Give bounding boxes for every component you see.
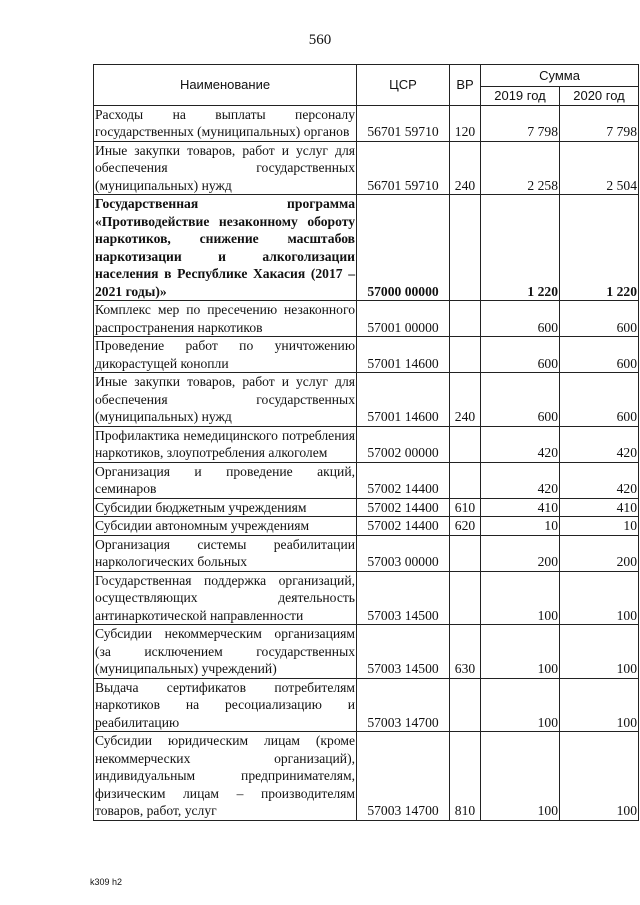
header-csr: ЦСР — [357, 65, 450, 106]
row-name: Субсидии юридическим лицам (кроме некоммерческих организаций), индивидуальным предпринимателям, физическим лицам – производителям товаров, работ, услуг — [95, 733, 355, 818]
row-csr: 57003 00000 — [357, 535, 450, 571]
header-sum: Сумма — [481, 65, 639, 87]
row-value-2019: 410 — [481, 498, 560, 517]
header-name: Наименование — [94, 65, 357, 106]
row-value-2020: 100 — [560, 571, 639, 625]
table-body — [94, 105, 639, 820]
row-value-2019: 10 — [481, 517, 560, 536]
row-vr — [450, 678, 481, 732]
row-name: Выдача сертификатов потребителям наркотиков на ресоциализацию и реабилитацию — [95, 679, 355, 730]
row-vr: 120 — [450, 105, 481, 141]
row-value-2020: 100 — [560, 678, 639, 732]
row-value-2020: 2 504 — [560, 141, 639, 195]
row-value-2020: 100 — [560, 625, 639, 679]
row-value-2019: 200 — [481, 535, 560, 571]
row-value-2020: 100 — [560, 732, 639, 821]
row-csr: 56701 59710 — [357, 141, 450, 195]
row-csr: 57002 14400 — [357, 517, 450, 536]
row-csr: 57000 00000 — [357, 195, 450, 301]
row-csr: 57003 14700 — [357, 678, 450, 732]
row-value-2019: 1 220 — [481, 195, 560, 301]
row-name: Комплекс мер по пресечению незаконного распространения наркотиков — [95, 302, 355, 335]
row-name: Профилактика немедицинского потребления наркотиков, злоупотребления алкоголем — [95, 427, 355, 460]
row-csr: 57001 00000 — [357, 301, 450, 337]
row-value-2019: 7 798 — [481, 105, 560, 141]
row-name: Иные закупки товаров, работ и услуг для обеспечения государственных (муниципальных) нужд — [95, 374, 355, 424]
header-2019: 2019 год — [481, 87, 560, 106]
row-vr — [450, 337, 481, 373]
row-value-2020: 600 — [560, 337, 639, 373]
row-vr: 620 — [450, 517, 481, 536]
table-row — [94, 678, 639, 732]
budget-table — [93, 64, 639, 821]
row-name: Государственная поддержка организаций, осуществляющих деятельность антинаркотической направленности — [95, 572, 355, 623]
row-value-2019: 100 — [481, 732, 560, 821]
page-number: 560 — [308, 32, 332, 48]
header-2020: 2020 год — [560, 87, 639, 106]
row-csr: 57002 14400 — [357, 462, 450, 498]
row-vr: 610 — [450, 498, 481, 517]
row-vr — [450, 535, 481, 571]
row-value-2019: 100 — [481, 625, 560, 679]
row-name: Иные закупки товаров, работ и услуг для обеспечения государственных (муниципальных) нужд — [95, 142, 355, 193]
row-vr — [450, 426, 481, 462]
row-value-2019: 600 — [481, 373, 560, 427]
row-value-2020: 600 — [560, 373, 639, 427]
table-row — [94, 373, 639, 427]
table-row — [94, 535, 639, 571]
table-row — [94, 141, 639, 195]
row-name: Субсидии бюджетным учреждениям — [94, 498, 357, 517]
row-vr: 630 — [450, 625, 481, 679]
table-row — [94, 517, 639, 536]
table-row — [94, 195, 639, 301]
row-value-2020: 1 220 — [560, 195, 639, 301]
row-value-2020: 420 — [560, 426, 639, 462]
row-value-2020: 420 — [560, 462, 639, 498]
table-row — [94, 426, 639, 462]
row-vr: 240 — [450, 373, 481, 427]
row-value-2019: 2 258 — [481, 141, 560, 195]
row-value-2020: 7 798 — [560, 105, 639, 141]
table-row — [94, 301, 639, 337]
table-row — [94, 732, 639, 821]
row-vr: 240 — [450, 141, 481, 195]
row-name: Организация системы реабилитации наркологических больных — [95, 536, 355, 569]
row-name: Государственная программа «Противодействие незаконному обороту наркотиков, снижение масштабов наркотизации и алкоголизации населения в Республике Хакасия (2017 – 2021 годы)» — [95, 196, 355, 299]
row-name: Расходы на выплаты персоналу государственных (муниципальных) органов — [95, 106, 355, 139]
row-value-2019: 420 — [481, 462, 560, 498]
row-csr: 57003 14700 — [357, 732, 450, 821]
row-value-2019: 100 — [481, 571, 560, 625]
table-row — [94, 625, 639, 679]
row-vr: 810 — [450, 732, 481, 821]
row-vr — [450, 462, 481, 498]
row-value-2020: 200 — [560, 535, 639, 571]
row-csr: 57003 14500 — [357, 571, 450, 625]
row-vr — [450, 195, 481, 301]
row-csr: 57001 14600 — [357, 373, 450, 427]
row-value-2019: 600 — [481, 337, 560, 373]
row-value-2020: 600 — [560, 301, 639, 337]
row-value-2019: 600 — [481, 301, 560, 337]
row-vr — [450, 301, 481, 337]
row-name: Субсидии автономным учреждениям — [94, 517, 357, 536]
row-value-2019: 100 — [481, 678, 560, 732]
table-row — [94, 462, 639, 498]
row-csr: 56701 59710 — [357, 105, 450, 141]
table-row — [94, 337, 639, 373]
row-value-2019: 420 — [481, 426, 560, 462]
row-vr — [450, 571, 481, 625]
row-value-2020: 10 — [560, 517, 639, 536]
row-name: Организация и проведение акций, семинаров — [95, 463, 355, 496]
row-csr: 57002 14400 — [357, 498, 450, 517]
row-name: Проведение работ по уничтожению дикорастущей конопли — [95, 338, 355, 371]
table-row — [94, 105, 639, 141]
row-csr: 57001 14600 — [357, 337, 450, 373]
row-csr: 57003 14500 — [357, 625, 450, 679]
footer-code: k309 h2 — [90, 877, 123, 887]
header-vr: ВР — [450, 65, 481, 106]
row-csr: 57002 00000 — [357, 426, 450, 462]
row-value-2020: 410 — [560, 498, 639, 517]
table-row — [94, 498, 639, 517]
table-row — [94, 571, 639, 625]
row-name: Субсидии некоммерческим организациям (за исключением государственных (муниципальных) учреждений) — [95, 626, 355, 676]
